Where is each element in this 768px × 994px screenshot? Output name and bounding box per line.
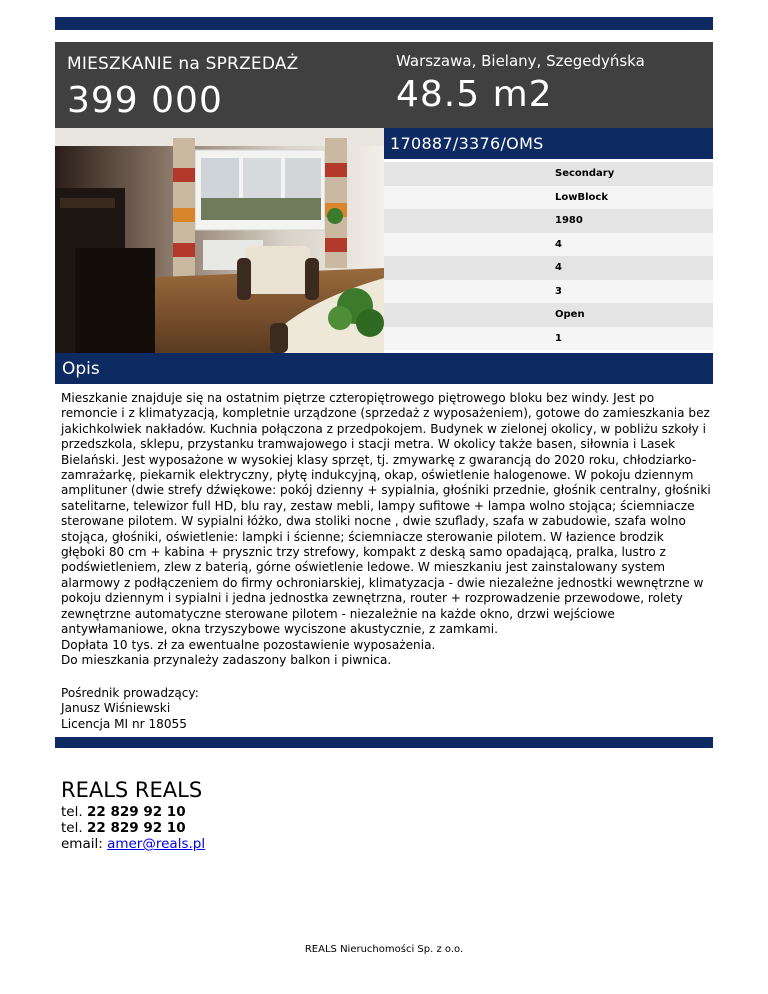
email-line bbox=[61, 836, 205, 852]
detail-value: Secondary bbox=[555, 168, 615, 179]
living-room-image bbox=[55, 128, 384, 353]
agent-label: Pośrednik prowadzący: bbox=[61, 686, 199, 700]
phone-line-1 bbox=[61, 804, 205, 820]
detail-row-market bbox=[384, 162, 713, 186]
description-paragraph: Dopłata 10 tys. zł za ewentualne pozostawienie wyposażenia. bbox=[61, 637, 436, 652]
email-label: email: bbox=[61, 836, 103, 852]
description-paragraph: Do mieszkania przynależy zadaszony balkon i piwnica. bbox=[61, 652, 392, 667]
apartment-photo bbox=[55, 128, 384, 353]
phone-number: 22 829 92 10 bbox=[86, 804, 186, 820]
phone-number: 22 829 92 10 bbox=[86, 820, 186, 836]
top-accent-bar bbox=[55, 17, 713, 30]
tel-label: tel. bbox=[61, 820, 83, 836]
detail-value: LowBlock bbox=[555, 191, 608, 203]
detail-value: 4 bbox=[555, 238, 562, 250]
details-table bbox=[384, 162, 713, 350]
description-text bbox=[61, 391, 711, 668]
listing-location: Warszawa, Bielany, Szegedyńska bbox=[396, 52, 645, 70]
detail-value: 1 bbox=[555, 332, 562, 344]
detail-row-kitchen bbox=[384, 303, 713, 327]
detail-row bbox=[384, 256, 713, 280]
description-heading-bar bbox=[55, 353, 713, 384]
listing-price: 399 000 bbox=[67, 80, 223, 121]
listing-area: 48.5 m2 bbox=[396, 74, 553, 115]
phone-line-2 bbox=[61, 820, 205, 836]
tel-label: tel. bbox=[61, 804, 83, 820]
contact-block bbox=[61, 778, 205, 852]
description-paragraph: Mieszkanie znajduje się na ostatnim piętrze czteropiętrowego piętrowego bloku bez windy. Jest po remoncie i z klimatyzacją, kompletnie urządzone (sprzedaż z wyposażeniem), gotowe do zamieszkania bez jakichkolwiek nakładów. Kuchnia połączona z przedpokojem. Budynek w zielonej okolicy, w pobliżu szkoły i przedszkola, sklepu, przystanku tramwajowego i stacji metra. W okolicy także basen, siłownia i Lasek Bielański. Jest wyposażone w wysokiej klasy sprzęt, tj. zmywarkę z gwarancją do 2020 roku, chłodziarko-zamrażarkę, piekarnik elektryczny, płytę indukcyjną, okap, oświetlenie halogenowe. W pokoju dziennym amplituner (dwie strefy dźwiękowe: pokój dzienny + sypialnia, głośniki przednie, głośnik centralny, głośniki satelitarne, telewizor full HD, blu ray, zestaw mebli, lampy sufitowe + lampa wolno stojąca; ściemniacze sterowane pilotem. W sypialni łóżko, dwa stoliki nocne , dwie szuflady, szafa w zabudowie, szafa wolno stojąca, głośniki, oświetlenie: lampki i ścienne; ściemniacze sterowanie pilotem. W łazience brodzik głęboki 80 cm + kabina + prysznic trzy strefowy, kompakt z deską samo opadającą, pralka, lustro z podświetleniem, zlew z baterią, górne oświetlenie ledowe. W mieszkaniu jest zainstalowany system alarmowy z podłączeniem do firmy ochroniarskiej, klimatyzacja - dwie niezależne jednostki wewnętrzne w pokoju dziennym i sypialni i jedna jednostka zewnętrzna, router + rozprowadzenie przewodowe, rolety zewnętrzne automatyczne sterowane pilotem - niezależnie na każde okno, drzwi wejściowe antywłamaniowe, okna trzyszybowe wyciszone akustycznie, z zamkami. bbox=[61, 391, 711, 637]
email-link[interactable]: amer@reals.pl bbox=[107, 836, 206, 852]
detail-value: 1980 bbox=[555, 215, 583, 226]
agent-info bbox=[61, 686, 199, 732]
detail-row bbox=[384, 280, 713, 304]
agent-license: Licencja MI nr 18055 bbox=[61, 716, 187, 731]
detail-value: Open bbox=[555, 309, 585, 320]
detail-value: 3 bbox=[555, 285, 562, 297]
description-heading: Opis bbox=[62, 359, 100, 379]
footer-company: REALS Nieruchomości Sp. z o.o. bbox=[304, 944, 464, 955]
header-right bbox=[396, 52, 645, 115]
listing-type: MIESZKANIE na SPRZEDAŻ bbox=[67, 54, 299, 74]
detail-row-building bbox=[384, 186, 713, 210]
detail-value: 4 bbox=[555, 262, 562, 273]
listing-header bbox=[55, 42, 713, 128]
header-left bbox=[67, 54, 299, 121]
detail-row bbox=[384, 327, 713, 351]
reference-bar bbox=[384, 128, 713, 159]
detail-row bbox=[384, 233, 713, 257]
detail-row-year bbox=[384, 209, 713, 233]
listing-reference: 170887/3376/OMS bbox=[390, 134, 544, 153]
bottom-accent-bar bbox=[55, 737, 713, 748]
agent-name: Janusz Wiśniewski bbox=[61, 701, 171, 716]
company-name: REALS REALS bbox=[61, 778, 203, 802]
